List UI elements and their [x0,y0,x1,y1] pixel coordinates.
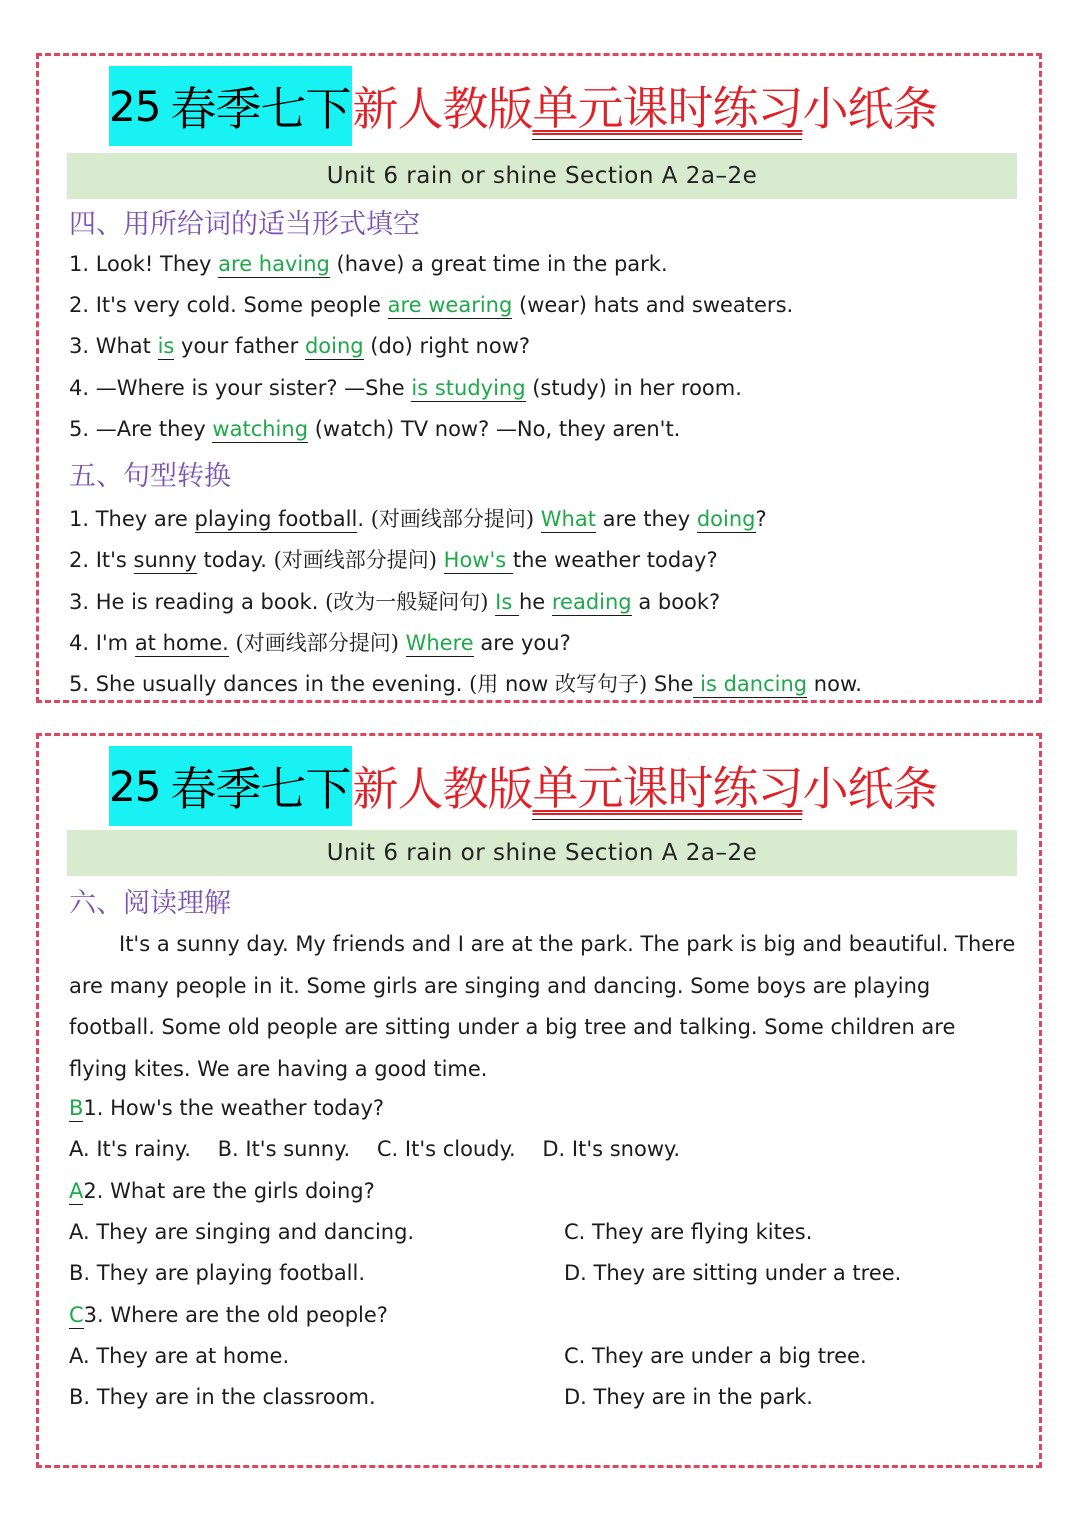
reading-q1-options: A. It's rainy. B. It's sunny. C. It's cloudy. D. It's snowy. [69,1137,681,1161]
title-highlight: 25 春季七下 [109,66,352,146]
part5-question-1: 1. They are playing football. (对画线部分提问) What are they doing? [69,507,767,531]
part6-heading: 六、阅读理解 [69,888,231,919]
answer: is dancing [693,672,808,696]
option-c: C. They are flying kites. [564,1220,813,1244]
answer: reading [551,590,632,614]
part5-question-3: 3. He is reading a book. (改为一般疑问句) Is he reading a book? [69,590,721,614]
part5-question-4: 4. I'm at home. (对画线部分提问) Where are you? [69,631,571,655]
unit-banner: Unit 6 rain or shine Section A 2a–2e [67,830,1017,876]
option-a: A. They are at home. [69,1344,290,1368]
answer: B [69,1096,84,1120]
answer: doing [304,334,364,358]
answer: A [69,1179,84,1203]
worksheet-card-1 [36,53,1042,703]
answer: are having [218,252,330,276]
part4-question-1: 1. Look! They are having (have) a great time in the park. [69,252,668,276]
answer: What [540,507,596,531]
part4-question-2: 2. It's very cold. Some people are wearing (wear) hats and sweaters. [69,293,794,317]
option-d: D. They are in the park. [564,1385,813,1409]
unit-banner: Unit 6 rain or shine Section A 2a–2e [67,153,1017,199]
part4-heading: 四、用所给词的适当形式填空 [69,209,420,240]
worksheet-card-2 [36,733,1042,1468]
answer: Where [405,631,474,655]
option-b: B. They are playing football. [69,1261,366,1285]
answer: How's [443,548,513,572]
worksheet-title: 25 春季七下 新人教版 单元课时练习 小纸条 [109,746,937,826]
reading-question-1: B1. How's the weather today? [69,1096,385,1120]
reading-question-2: A2. What are the girls doing? [69,1179,375,1203]
reading-question-3: C3. Where are the old people? [69,1303,388,1327]
part4-question-5: 5. —Are they watching (watch) TV now? —No, they aren't. [69,417,681,441]
part4-question-4: 4. —Where is your sister? —She is studying (study) in her room. [69,376,742,400]
answer: is studying [411,376,526,400]
answer: C [69,1303,84,1327]
answer: are wearing [387,293,513,317]
part4-question-3: 3. What is your father doing (do) right now? [69,334,531,358]
option-d: D. They are sitting under a tree. [564,1261,902,1285]
title-highlight: 25 春季七下 [109,746,352,826]
part5-question-2: 2. It's sunny today. (对画线部分提问) How's the weather today? [69,548,718,572]
reading-passage: It's a sunny day. My friends and I are at the park. The park is big and beautiful. There are many people in it. Some girls are singing and dancing. Some boys are playing football. Some old people are sitting under a big tree and talking. Some children are flying kites. We are having a good time. [69,932,1016,1081]
answer: watching [212,417,309,441]
answer: doing [696,507,756,531]
part5-heading: 五、句型转换 [69,461,231,492]
part5-question-5: 5. She usually dances in the evening. (用 now 改写句子) She is dancing now. [69,672,862,696]
worksheet-title: 25 春季七下 新人教版 单元课时练习 小纸条 [109,66,937,146]
answer: is [157,334,175,358]
answer: Is [495,590,519,614]
option-c: C. They are under a big tree. [564,1344,867,1368]
option-a: A. They are singing and dancing. [69,1220,415,1244]
option-b: B. They are in the classroom. [69,1385,376,1409]
